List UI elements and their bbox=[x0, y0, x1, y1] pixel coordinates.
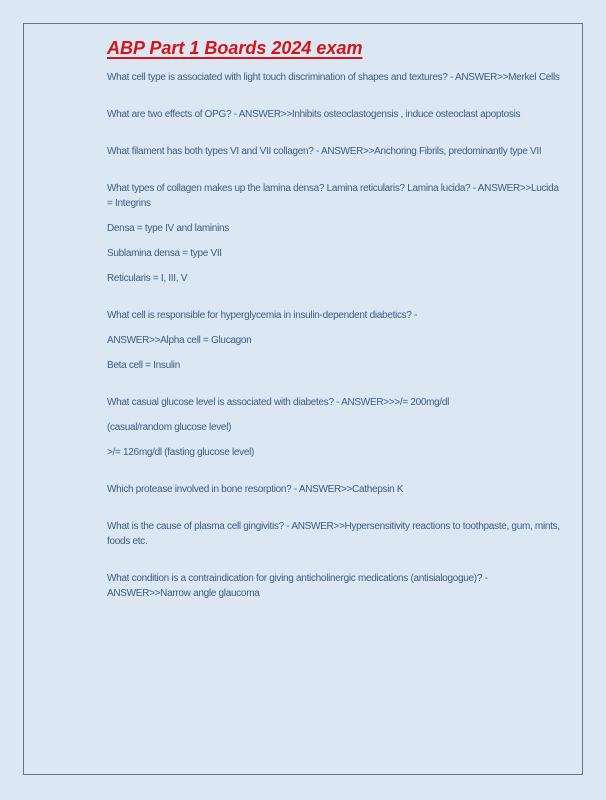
qa-block bbox=[107, 70, 562, 85]
page-border-frame bbox=[23, 23, 583, 775]
qa-block bbox=[107, 395, 562, 460]
qa-paragraph: (casual/random glucose level) bbox=[107, 422, 232, 433]
qa-block bbox=[107, 519, 562, 549]
qa-paragraph: Which protease involved in bone resorption? - ANSWER>>Cathepsin K bbox=[107, 484, 404, 495]
qa-paragraph: Sublamina densa = type VII bbox=[107, 248, 222, 259]
qa-block bbox=[107, 144, 562, 159]
qa-paragraph: Beta cell = Insulin bbox=[107, 360, 180, 371]
document-title: ABP Part 1 Boards 2024 exam bbox=[107, 38, 363, 58]
qa-paragraph: Reticularis = I, III, V bbox=[107, 273, 188, 284]
qa-paragraph: What are two effects of OPG? - ANSWER>>Inhibits osteoclastogensis , induce osteoclast apoptosis bbox=[107, 109, 521, 120]
qa-block bbox=[107, 308, 562, 373]
qa-paragraph: What types of collagen makes up the lamina densa? Lamina reticularis? Lamina lucida? - ANSWER>>Lucida = Integrins bbox=[107, 183, 559, 209]
document-content bbox=[24, 24, 562, 601]
qa-paragraph: What is the cause of plasma cell gingivitis? - ANSWER>>Hypersensitivity reactions to toothpaste, gum, mints, foods etc. bbox=[107, 521, 560, 547]
qa-paragraph: Densa = type IV and laminins bbox=[107, 223, 229, 234]
qa-block bbox=[107, 107, 562, 122]
qa-paragraph: What casual glucose level is associated with diabetes? - ANSWER>>>/= 200mg/dl bbox=[107, 397, 450, 408]
qa-paragraph: What cell type is associated with light touch discrimination of shapes and textures? - ANSWER>>Merkel Cells bbox=[107, 72, 560, 83]
qa-paragraph: >/= 126mg/dl (fasting glucose level) bbox=[107, 447, 255, 458]
qa-block bbox=[107, 571, 562, 601]
qa-paragraph: What cell is responsible for hyperglycemia in insulin-dependent diabetics? - bbox=[107, 310, 418, 321]
qa-paragraph: ANSWER>>Alpha cell = Glucagon bbox=[107, 335, 252, 346]
qa-paragraph: What filament has both types VI and VII collagen? - ANSWER>>Anchoring Fibrils, predominantly type VII bbox=[107, 146, 542, 157]
qa-block bbox=[107, 181, 562, 286]
qa-paragraph: What condition is a contraindication for giving anticholinergic medications (antisialogogue)? - ANSWER>>Narrow angle glaucoma bbox=[107, 573, 488, 599]
qa-block bbox=[107, 482, 562, 497]
